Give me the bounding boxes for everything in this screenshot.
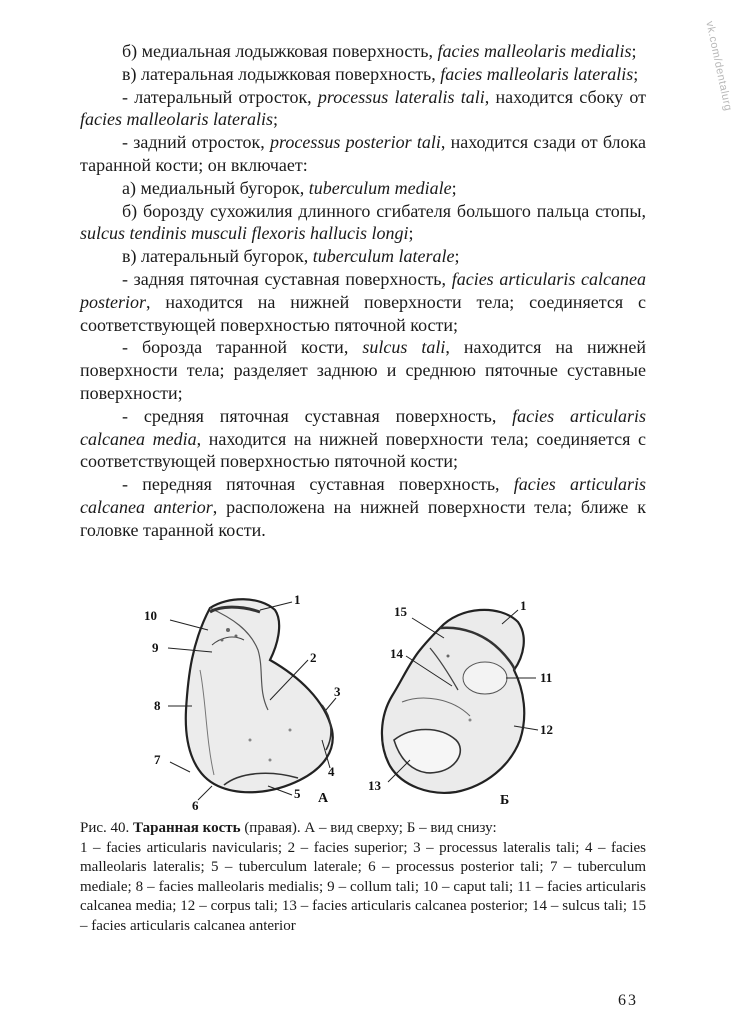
text-run: ; xyxy=(451,177,457,198)
label-a-2: 2 xyxy=(310,650,317,665)
latin-term: tuberculum mediale xyxy=(308,177,452,198)
text-run: ; xyxy=(633,63,639,84)
caption-title: Таранная кость xyxy=(133,820,241,836)
text-run: ; xyxy=(454,246,460,267)
latin-term: processus lateralis tali xyxy=(317,86,485,107)
latin-term: sulcus tali xyxy=(362,337,446,358)
text-run: - средняя пяточная суставная поверхность, xyxy=(122,405,513,426)
paragraph xyxy=(80,336,646,404)
text-run: , находится на нижней поверхности тела; разделяет заднюю и среднюю пяточные суставные поверхности; xyxy=(80,337,646,403)
text-run: , находится сбоку от xyxy=(484,86,646,107)
text-run: - задний отросток, xyxy=(122,132,271,153)
label-b-11: 11 xyxy=(540,670,553,685)
body-text xyxy=(80,40,646,542)
figure-caption xyxy=(80,819,646,936)
text-run: - латеральный отросток, xyxy=(122,86,318,107)
watermark: vk.com/dentalurg xyxy=(703,20,734,113)
text-run: , расположена на нижней поверхности тела; ближе к головке таранной кости. xyxy=(80,496,646,540)
paragraph xyxy=(80,131,646,177)
label-a-8: 8 xyxy=(154,698,161,713)
label-a-4: 4 xyxy=(328,764,335,779)
paragraph xyxy=(80,405,646,473)
paragraph xyxy=(80,268,646,336)
label-a-9: 9 xyxy=(152,640,159,655)
latin-term: facies malleolaris medialis xyxy=(437,41,632,61)
paragraph xyxy=(80,245,646,268)
caption-prefix: Рис. 40. xyxy=(80,820,134,836)
paragraph xyxy=(80,63,646,86)
talus-view-b xyxy=(368,598,553,808)
latin-term: sulcus tendinis musculi flexoris hallucis longi xyxy=(80,223,409,244)
text-run: б) медиальная лодыжковая поверхность, xyxy=(122,41,438,61)
latin-term: processus posterior tali xyxy=(270,132,441,153)
text-run: , находится на нижней поверхности тела; соединяется с соответствующей поверхностью пяточной кости; xyxy=(80,428,646,472)
paragraph xyxy=(80,40,646,63)
label-b-15: 15 xyxy=(394,604,407,619)
label-a-7: 7 xyxy=(154,752,161,767)
latin-term: facies malleolaris lateralis xyxy=(80,109,273,130)
caption-title-rest: (правая). А – вид сверху; Б – вид снизу: xyxy=(240,820,497,836)
paragraph xyxy=(80,86,646,132)
view-b-letter: Б xyxy=(500,793,510,808)
talus-view-a xyxy=(144,592,341,813)
text-run: а) медиальный бугорок, xyxy=(122,177,309,198)
page-number: 63 xyxy=(618,992,638,1009)
label-b-14: 14 xyxy=(390,646,403,661)
paragraph xyxy=(80,200,646,246)
text-run: б) борозду сухожилия длинного сгибателя большого пальца стопы, xyxy=(122,200,646,221)
latin-term: facies articularis calcanea media xyxy=(80,405,646,449)
label-b-13: 13 xyxy=(368,778,381,793)
label-a-1: 1 xyxy=(294,592,301,607)
caption-legend: 1 – facies articularis navicularis; 2 – facies superior; 3 – processus lateralis tali; 4 – facies malleolaris lateralis; 5 – tuberculum laterale; 6 – processus posterior tali; 7 – tuberculum mediale; 8 – facies malleolaris medialis; 9 – collum tali; 10 – caput tali; 11 – facies articularis calcanea media; 12 – corpus tali; 13 – facies articularis calcanea posterior; 14 – sulcus tali; 15 – facies articularis calcanea anterior xyxy=(80,839,646,934)
label-a-3: 3 xyxy=(334,684,341,699)
text-run: , находится сзади от блока таранной кости; он включает: xyxy=(80,132,646,175)
talus-illustration xyxy=(140,590,580,820)
text-run: , находится на нижней поверхности тела; соединяется с соответствующей поверхностью пяточной кости; xyxy=(80,291,646,335)
text-run: в) латеральный бугорок, xyxy=(122,246,313,267)
paragraph xyxy=(80,177,646,200)
text-run: - борозда таранной кости, xyxy=(122,337,363,358)
text-run: - передняя пяточная суставная поверхность, xyxy=(122,474,514,495)
latin-term: tuberculum laterale xyxy=(312,246,455,267)
latin-term: facies articularis calcanea anterior xyxy=(80,474,647,517)
latin-term: facies articularis calcanea posterior xyxy=(80,268,646,312)
label-a-10: 10 xyxy=(144,608,157,623)
view-a-letter: А xyxy=(318,791,329,806)
label-b-1: 1 xyxy=(520,598,527,613)
text-run: - задняя пяточная суставная поверхность, xyxy=(122,268,452,289)
label-b-12: 12 xyxy=(540,722,553,737)
label-a-5: 5 xyxy=(294,786,301,801)
text-run: в) латеральная лодыжковая поверхность, xyxy=(122,63,441,84)
latin-term: facies malleolaris lateralis xyxy=(440,63,634,84)
text-run: ; xyxy=(631,41,637,61)
text-run: ; xyxy=(408,223,414,244)
figure-talus xyxy=(140,590,580,820)
paragraph xyxy=(80,473,646,541)
text-run: ; xyxy=(273,109,279,130)
label-a-6: 6 xyxy=(192,798,199,813)
